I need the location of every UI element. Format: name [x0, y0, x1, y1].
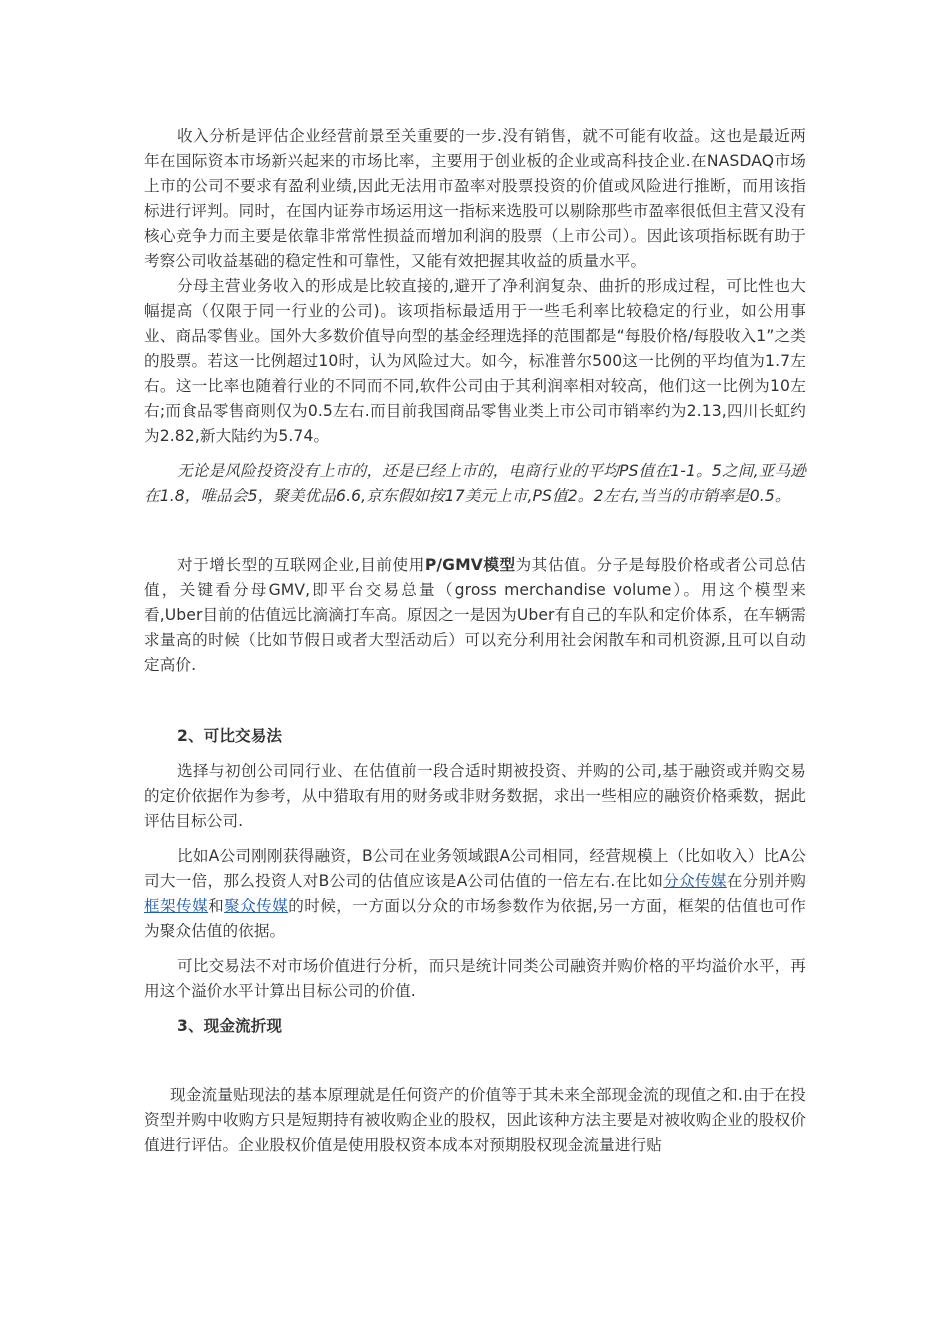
section-heading-dcf: 3、现金流折现	[177, 1017, 283, 1035]
paragraph-comparable-example	[144, 844, 806, 944]
bold-term-pgmv: P/GMV模型	[424, 556, 516, 574]
text-run: 比如A公司刚刚获得融资，B公司在业务领域跟A公司相同，经营规模上（比如收入）比A公司大一倍，那么投资人对B公司的估值应该是A公司估值的一倍左右.在比如	[144, 847, 806, 890]
paragraph-revenue-analysis: 收入分析是评估企业经营前景至关重要的一步.没有销售，就不可能有收益。这也是最近两年在国际资本市场新兴起来的市场比率，主要用于创业板的企业或高科技企业.在NASDAQ市场上市的公司不要求有盈利业绩,因此无法用市盈率对股票投资的价值或风险进行推断，而用该指标进行评判。同时，在国内证券市场运用这一指标来选股可以剔除那些市盈率很低但主营又没有核心竞争力而主要是依靠非常常性损益而增加利润的股票（上市公司）。因此该项指标既有助于考察公司收益基础的稳定性和可靠性，又能有效把握其收益的质量水平。	[144, 127, 806, 270]
text-run: 和	[208, 897, 225, 915]
text-run: 为其估值。分子是每股价格或者公司总估值，关键看分母GMV,即平台交易总量（gross merchandise volume）。用这个模型来看,Uber目前的估值远比滴滴打车高。原因之一是因为Uber有自己的车队和定价体系，在车辆需求量高的时候（比如节假日或者大型活动后）可以充分利用社会闲散车和司机资源,且可以自动定高价.	[144, 556, 806, 674]
paragraph-ecommerce-ps: 无论是风险投资没有上市的，还是已经上市的，电商行业的平均PS值在1-1。5之间,亚马逊在1.8，唯品会5，聚美优品6.6,京东假如按17美元上市,PS值2。2左右,当当的市销率是0.5。	[144, 462, 806, 505]
paragraph-comparable-definition: 选择与初创公司同行业、在估值前一段合适时期被投资、并购的公司,基于融资或并购交易的定价依据作为参考，从中猎取有用的财务或非财务数据，求出一些相应的融资价格乘数，据此评估目标公司.	[144, 762, 806, 830]
paragraph-comparable-premium: 可比交易法不对市场价值进行分析，而只是统计同类公司融资并购价格的平均溢价水平，再用这个溢价水平计算出目标公司的价值.	[144, 957, 806, 1000]
link-focus-media[interactable]: 分众传媒	[663, 872, 727, 890]
link-framework-media[interactable]: 框架传媒	[144, 897, 209, 915]
document-body	[144, 124, 806, 1158]
section-heading-comparable-transactions: 2、可比交易法	[177, 727, 283, 745]
text-run: 对于增长型的互联网企业,目前使用	[177, 556, 425, 574]
paragraph-gmv-model	[144, 553, 806, 678]
text-run: 在分别并购	[726, 872, 806, 890]
paragraph-dcf-principle: 现金流量贴现法的基本原理就是任何资产的价值等于其未来全部现金流的现值之和.由于在投资型并购中收购方只是短期持有被收购企业的股权，因此该种方法主要是对被收购企业的股权价值进行评估。企业股权价值是使用股权资本成本对预期股权现金流量进行贴	[144, 1086, 806, 1154]
link-target-media[interactable]: 聚众传媒	[224, 897, 289, 915]
paragraph-denominator-revenue: 分母主营业务收入的形成是比较直接的,避开了净利润复杂、曲折的形成过程，可比性也大幅提高（仅限于同一行业的公司)。该项指标最适用于一些毛利率比较稳定的行业，如公用事业、商品零售业。国外大多数价值导向型的基金经理选择的范围都是“每股价格/每股收入1”之类的股票。若这一比例超过10时，认为风险过大。如今，标准普尔500这一比例的平均值为1.7左右。这一比率也随着行业的不同而不同,软件公司由于其利润率相对较高，他们这一比例为10左右;而食品零售商则仅为0.5左右.而目前我国商品零售业类上市公司市销率约为2.13,四川长虹约为2.82,新大陆约为5.74。	[144, 277, 806, 445]
text-run: 的时候，一方面以分众的市场参数作为依据,另一方面，框架的估值也可作为聚众估值的依据。	[144, 897, 806, 940]
